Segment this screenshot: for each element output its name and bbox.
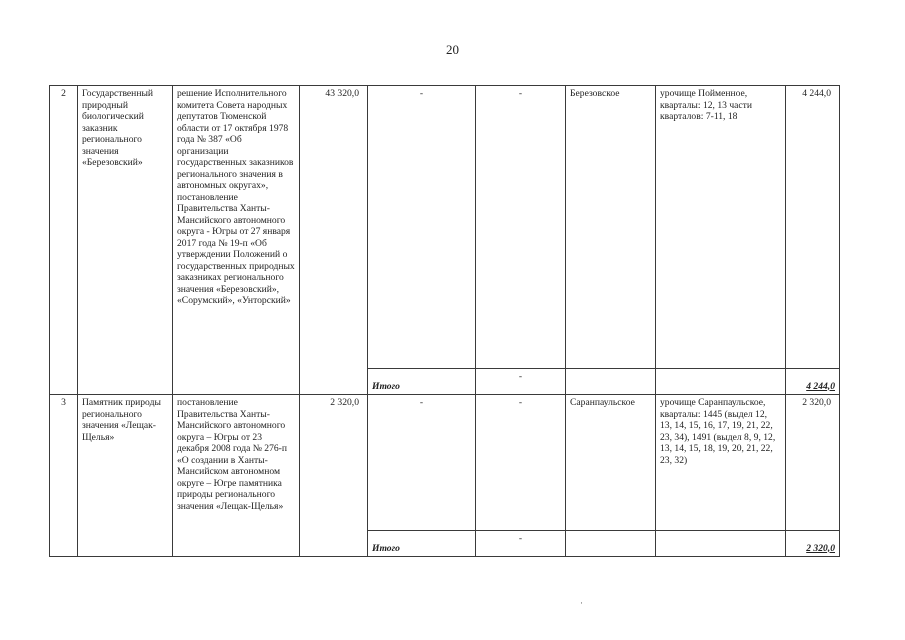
forest-areas-table (49, 85, 840, 557)
total-label: Итого (368, 531, 476, 557)
legal-basis: постановление Правительства Ханты-Мансийского автономного округа – Югры от 23 декабря 2008 года № 276-п «О создании в Ханты-Мансийском автономном округе – Югре памятника природы регионального значения «Лещак-Щелья» (173, 395, 300, 557)
forestry-name: Березовское (566, 86, 656, 369)
scan-speck: · (580, 598, 583, 608)
total-area: 2 320,0 (300, 395, 368, 557)
total-area: 43 320,0 (300, 86, 368, 395)
total-label: Итого (368, 369, 476, 395)
empty-cell (656, 531, 786, 557)
empty-cell-dash: - (476, 531, 566, 557)
table-row (50, 86, 840, 369)
area-name: Памятник природы регионального значения «Лещак-Щелья» (78, 395, 173, 557)
row-number: 3 (50, 395, 78, 557)
location-area: 2 320,0 (786, 395, 840, 531)
area-name: Государственный природный биологический заказник регионального значения «Березовский» (78, 86, 173, 395)
table-row (50, 395, 840, 531)
row-number: 2 (50, 86, 78, 395)
empty-cell-dash: - (476, 369, 566, 395)
total-value: 2 320,0 (786, 531, 840, 557)
location-description: урочище Саранпаульское, кварталы: 1445 (выдел 12, 13, 14, 15, 16, 17, 19, 21, 22, 23, 34), 1491 (выдел 8, 9, 12, 13, 14, 15, 18, 19, 20, 21, 22, 23, 32) (656, 395, 786, 531)
empty-cell-dash: - (476, 395, 566, 531)
location-area: 4 244,0 (786, 86, 840, 369)
page-number: 20 (446, 42, 459, 57)
legal-basis: решение Исполнительного комитета Совета народных депутатов Тюменской области от 17 октября 1978 года № 387 «Об организации государственных заказников регионального значения в автономных округах», постановление Правительства Ханты-Мансийского автономного округа - Югры от 27 января 2017 года № 19-п «Об утверждении Положений о государственных природных заказниках регионального значения «Березовский», «Сорумский», «Унторский» (173, 86, 300, 395)
empty-cell-dash: - (476, 86, 566, 369)
total-value: 4 244,0 (786, 369, 840, 395)
empty-cell-dash: - (368, 395, 476, 531)
forestry-name: Саранпаульское (566, 395, 656, 531)
location-description: урочище Пойменное, кварталы: 12, 13 части кварталов: 7-11, 18 (656, 86, 786, 369)
empty-cell (566, 369, 656, 395)
empty-cell-dash: - (368, 86, 476, 369)
empty-cell (566, 531, 656, 557)
empty-cell (656, 369, 786, 395)
